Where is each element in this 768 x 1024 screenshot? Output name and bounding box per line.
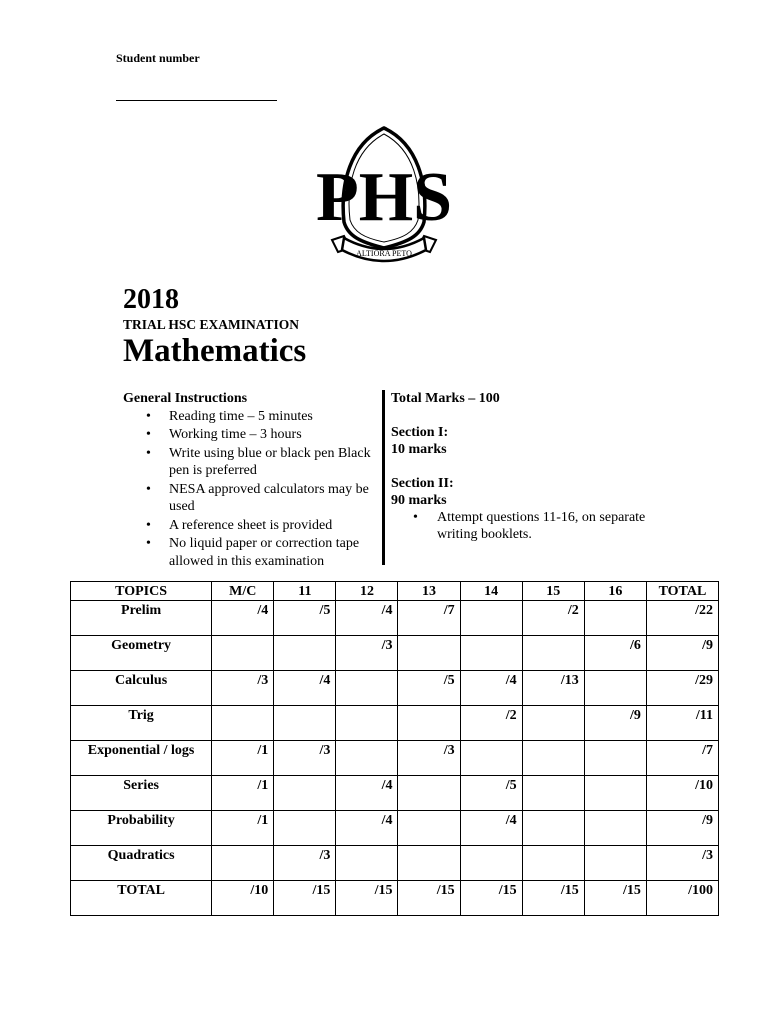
column-header: 13 [398,582,460,601]
table-row [71,671,719,706]
mark-cell: /4 [212,601,274,636]
mark-cell: /1 [212,776,274,811]
mark-cell: /4 [274,671,336,706]
mark-cell [584,601,646,636]
mark-cell: /22 [646,601,718,636]
column-divider [382,390,385,565]
marks-summary [391,390,651,544]
mark-cell [584,776,646,811]
instruction-item: • Working time – 3 hours [123,426,381,444]
mark-cell [584,741,646,776]
mark-cell: /15 [274,881,336,916]
mark-cell: /100 [646,881,718,916]
mark-cell [398,636,460,671]
general-instructions [123,390,381,571]
column-header: 14 [460,582,522,601]
mark-cell: /5 [398,671,460,706]
section-2-title: Section II: [391,476,454,491]
mark-cell [460,846,522,881]
table-row [71,776,719,811]
mark-cell [398,846,460,881]
mark-cell: /15 [398,881,460,916]
section-1-marks: 10 marks [391,442,447,457]
mark-cell: /3 [274,846,336,881]
mark-cell: /11 [646,706,718,741]
topics-marks-table [70,581,719,916]
column-header: 16 [584,582,646,601]
mark-cell: /9 [584,706,646,741]
section-1-title: Section I: [391,425,449,440]
mark-cell: /15 [522,881,584,916]
mark-cell: /5 [460,776,522,811]
mark-cell: /15 [336,881,398,916]
mark-cell: /15 [460,881,522,916]
mark-cell: /1 [212,741,274,776]
mark-cell [336,846,398,881]
table-row [71,601,719,636]
mark-cell: /3 [336,636,398,671]
mark-cell: /9 [646,636,718,671]
instruction-item: • NESA approved calculators may be used [123,481,381,516]
mark-cell [398,811,460,846]
mark-cell [336,741,398,776]
mark-cell [274,776,336,811]
crest-monogram: PHS [315,159,453,236]
exam-type: TRIAL HSC EXAMINATION [123,317,300,332]
mark-cell: /2 [522,601,584,636]
mark-cell [460,636,522,671]
mark-cell [522,741,584,776]
mark-cell: /3 [274,741,336,776]
table-header-row [71,582,719,601]
mark-cell: /13 [522,671,584,706]
mark-cell [584,846,646,881]
mark-cell: /3 [212,671,274,706]
mark-cell [522,636,584,671]
instruction-item: • No liquid paper or correction tape allowed in this examination [123,535,381,570]
column-header: TOPICS [71,582,212,601]
mark-cell: /7 [646,741,718,776]
instruction-item: • Reading time – 5 minutes [123,408,381,426]
mark-cell [398,776,460,811]
mark-cell [460,601,522,636]
topic-cell: Exponential / logs [71,741,212,776]
section-2-note: • Attempt questions 11-16, on separate writing booklets. [391,509,651,543]
table-row [71,741,719,776]
instruction-item: • A reference sheet is provided [123,517,381,535]
topic-cell: TOTAL [71,881,212,916]
mark-cell [274,636,336,671]
mark-cell: /3 [646,846,718,881]
mark-cell: /15 [584,881,646,916]
school-crest-logo [315,124,453,272]
mark-cell [460,741,522,776]
topic-cell: Geometry [71,636,212,671]
exam-year: 2018 [123,284,179,315]
mark-cell: /4 [336,811,398,846]
mark-cell [336,671,398,706]
table-row [71,846,719,881]
mark-cell: /4 [336,601,398,636]
instructions-list [123,408,381,571]
mark-cell: /1 [212,811,274,846]
mark-cell: /4 [460,811,522,846]
mark-cell [584,671,646,706]
mark-cell [522,846,584,881]
mark-cell: /7 [398,601,460,636]
mark-cell [212,706,274,741]
topic-cell: Prelim [71,601,212,636]
total-marks: Total Marks – 100 [391,391,500,406]
column-header: 12 [336,582,398,601]
mark-cell: /9 [646,811,718,846]
subject-title: Mathematics [123,333,307,369]
topic-cell: Probability [71,811,212,846]
mark-cell: /29 [646,671,718,706]
column-header: 15 [522,582,584,601]
table-row [71,881,719,916]
column-header: M/C [212,582,274,601]
mark-cell [274,706,336,741]
student-number-label: Student number [116,51,200,65]
topic-cell: Calculus [71,671,212,706]
topic-cell: Series [71,776,212,811]
mark-cell: /4 [460,671,522,706]
topic-cell: Trig [71,706,212,741]
table-row [71,706,719,741]
mark-cell [522,706,584,741]
mark-cell [522,776,584,811]
mark-cell [522,811,584,846]
mark-cell [584,811,646,846]
mark-cell: /2 [460,706,522,741]
table-row [71,636,719,671]
section-2-marks: 90 marks [391,493,447,508]
column-header: 11 [274,582,336,601]
instruction-item: • Write using blue or black pen Black pen is preferred [123,445,381,480]
mark-cell: /4 [336,776,398,811]
mark-cell: /6 [584,636,646,671]
student-number-line[interactable] [116,100,277,101]
mark-cell [398,706,460,741]
crest-motto: ALTIORA PETO [356,249,412,258]
mark-cell [336,706,398,741]
mark-cell: /10 [212,881,274,916]
table-row [71,811,719,846]
mark-cell: /5 [274,601,336,636]
mark-cell [274,811,336,846]
column-header: TOTAL [646,582,718,601]
instructions-heading: General Instructions [123,391,248,406]
mark-cell [212,846,274,881]
mark-cell [212,636,274,671]
topic-cell: Quadratics [71,846,212,881]
mark-cell: /10 [646,776,718,811]
mark-cell: /3 [398,741,460,776]
